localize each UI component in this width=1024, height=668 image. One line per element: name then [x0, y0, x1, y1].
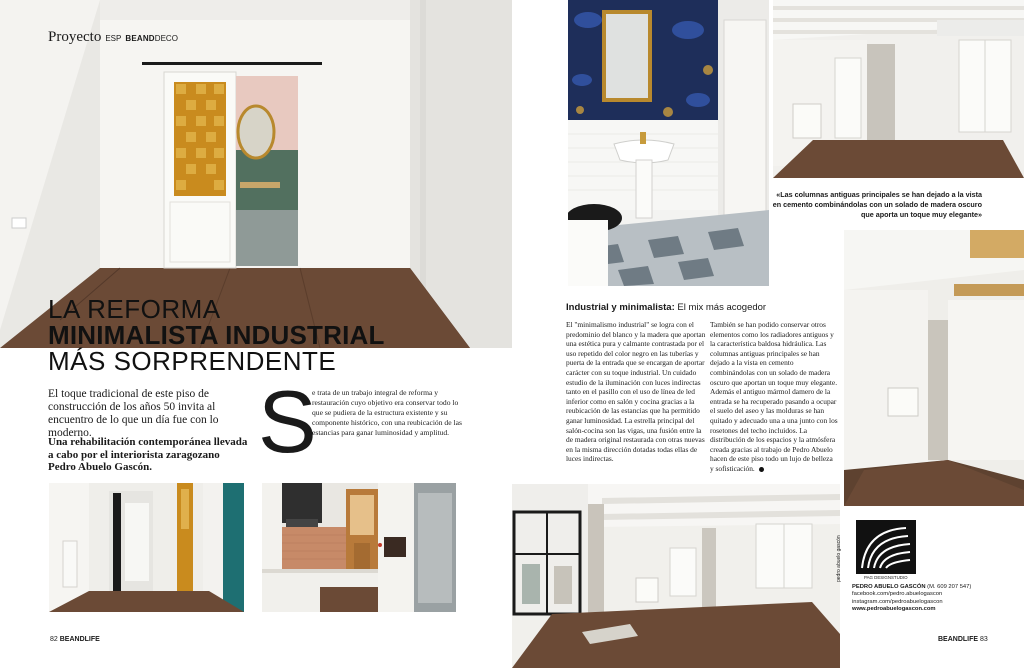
page-number-right: 83 — [980, 636, 988, 643]
instagram-link[interactable]: instagram.com/pedroabuelogascon — [852, 598, 943, 605]
brand-bold: BEAND — [125, 34, 155, 43]
language-label: ESP — [105, 34, 122, 43]
designer-logo-icon — [856, 520, 916, 574]
intro-byline: Una rehabilitación contemporánea llevada a cabo por el interiorista zaragozano Pedro Abuelo Gascón. — [48, 436, 248, 473]
folio-left — [50, 636, 100, 643]
pull-quote: «Las columnas antiguas principales se han dejado a la vista en cemento combinándolas con un solado de madera oscuro que aporta un toque muy elegante» — [772, 190, 982, 219]
designer-name: PEDRO ABUELO GASCÓN — [852, 584, 926, 590]
drop-cap: S — [258, 372, 317, 471]
article-title — [48, 296, 385, 374]
brand-light: DECO — [154, 34, 178, 43]
folio-brand-left: BEANDLIFE — [59, 636, 100, 643]
logo-side-text: pedro abuelo gascón — [836, 535, 842, 582]
facebook-link[interactable]: facebook.com/pedro.abuelogascon — [852, 591, 943, 598]
body-column-2 — [710, 320, 838, 474]
designer-credit — [852, 584, 971, 614]
title-line-2: MINIMALISTA INDUSTRIAL — [48, 320, 385, 350]
corridor-photo — [49, 483, 244, 612]
intro-text: El toque tradicional de este piso de construcción de los años 50 invita al encuentro de lo que un día fue con lo moderno. — [48, 388, 219, 439]
body-column-2-text: También se han podido conservar otros elementos como los radiadores antiguos y la característica baldosa hidráulica. Las columnas antiguas principales se han dejado a la vista en cemento combinándolas con un solado de madera oscuro que aportan un toque muy elegante. Además el antiguo mármol damero de la entrada se ha recuperado pasando a ocupar el suelo del aseo y las molduras se han quitado y adecuado una a una junto con los rosetones del techo incluidos. La distribución de los espacios y la atmósfera creada gracias al trabajo de Pedro Abuelo hacen de este piso todo un lujo de belleza y sofisticación. — [710, 320, 838, 473]
subheading-bold: Industrial y minimalista: — [566, 302, 675, 313]
column-room-photo — [844, 230, 1024, 506]
title-line-1: LA REFORMA — [48, 294, 221, 324]
website-link[interactable]: www.pedroabuelogascon.com — [852, 606, 936, 613]
subheading — [566, 302, 766, 313]
subheading-light: El mix más acogedor — [674, 302, 767, 313]
bathroom-photo — [568, 0, 769, 286]
section-header — [48, 28, 178, 46]
folio-brand-right: BEANDLIFE — [938, 636, 979, 643]
kitchen-photo — [262, 483, 456, 612]
page-number-left: 82 — [50, 636, 58, 643]
living-room-photo-top — [773, 0, 1024, 178]
lead-paragraph: e trata de un trabajo integral de reforma y restauración cuyo objetivo era conservar todo lo que se pudiera de la estructura existente y su componente histórico, con una reubicación de las estancias para ganar luminosidad y amplitud. — [312, 388, 462, 437]
logo-caption: PAG DESIGNSTUDIO — [864, 575, 908, 580]
body-column-1: El "minimalismo industrial" se logra con el predominio del blanco y la madera que aportan una estética pura y calmante contrastada por el uso repetido del color negro en las tuberías y puerta de la entrada que se encargan de aportar carácter con su toque industrial. Un cuidado estudio de la iluminación con luces indirectas tanto en el pasillo con el uso de línea de led inferior como en salón y cocina gracias a la reubicación de las estancias que ha permitido ganar luminosidad. La estrella principal del salón-cocina son las vigas, una fusión entre la de madera original restaurada con otras nuevas en la misma dirección dotadas todas ellas de luces indirectas. — [566, 320, 706, 464]
section-label: Proyecto — [48, 29, 102, 45]
end-bullet-icon — [759, 467, 764, 472]
designer-phone: (M. 609 207 547) — [925, 584, 972, 590]
open-plan-photo — [512, 484, 840, 668]
folio-right — [938, 636, 988, 643]
title-line-3: MÁS SORPRENDENTE — [48, 346, 337, 376]
